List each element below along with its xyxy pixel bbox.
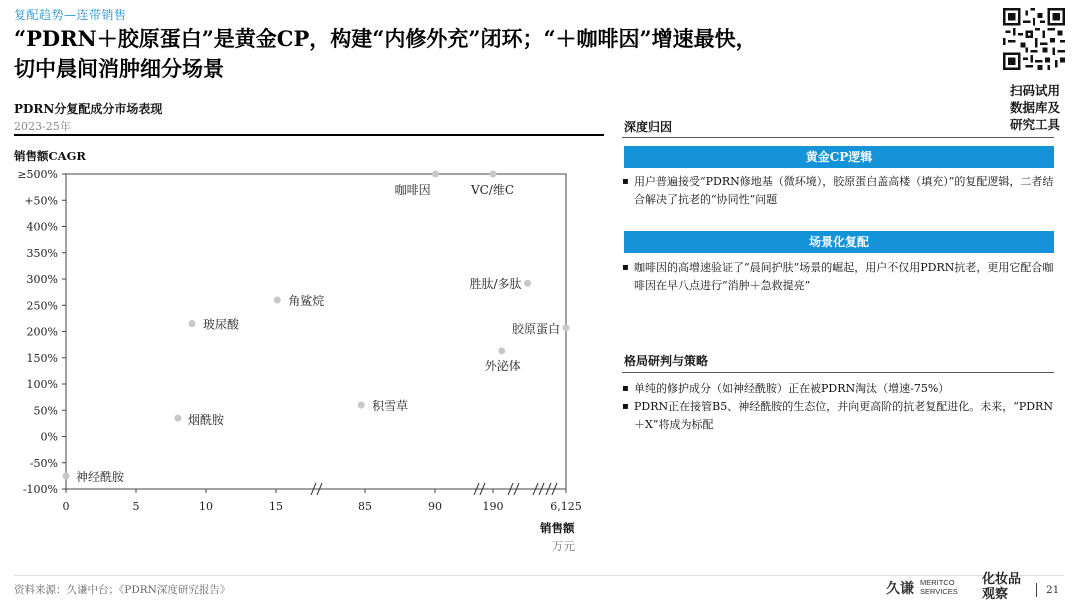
chart-title-rule: [14, 134, 604, 136]
y-tick-label: ≥500%: [17, 168, 58, 181]
page-title: [14, 24, 954, 84]
strategy-title: 格局研判与策略: [624, 354, 709, 368]
scenario-bullets: [622, 259, 1056, 295]
cosmetics-observer-logo: [982, 572, 1021, 602]
page-number-divider: [1036, 583, 1037, 597]
cosmetics-observer-logo-1: 化妆品: [982, 572, 1022, 587]
x-tick-label: 90: [428, 500, 442, 513]
point-label: 神经酰胺: [76, 469, 125, 484]
data-point: [563, 324, 570, 331]
x-tick-label: 15: [269, 500, 283, 513]
chart-title: PDRN分复配成分市场表现: [14, 102, 163, 116]
x-axis-label: 销售额: [540, 521, 575, 535]
list-item: ▪ 用户普遍接受“PDRN修地基（微环境），胶原蛋白盖高楼（填充）”的复配逻辑，二者结合解决了抗老的“协同性”问题: [622, 173, 1056, 209]
source-note: 资料来源：久谦中台；《PDRN深度研究报告》: [14, 584, 231, 596]
y-tick-label: 0%: [40, 430, 58, 444]
cosmetics-observer-logo-2: 观察: [982, 587, 1009, 602]
strategy-rule: [622, 372, 1054, 373]
list-item: ▪ 咖啡因的高增速验证了“晨间护肤”场景的崛起，用户不仅用PDRN抗老，更用它配合咖啡因在早八点进行“消肿＋急救提亮”: [622, 259, 1056, 295]
data-point: [490, 171, 497, 178]
meritco-logo-sub-1: MERITCO: [920, 578, 955, 587]
insights-rule: [622, 137, 1054, 138]
point-label: 玻尿酸: [203, 317, 240, 332]
data-point: [175, 415, 182, 422]
data-point: [358, 402, 365, 409]
insights-title: 深度归因: [624, 120, 673, 134]
point-label: 烟酰胺: [188, 413, 225, 428]
qr-caption-line-1: 扫码试用: [1009, 83, 1060, 98]
meritco-logo: 久谦: [886, 581, 914, 597]
point-label: VC/维C: [471, 183, 515, 197]
y-tick-label: 100%: [26, 378, 58, 391]
x-tick-label: 10: [199, 500, 213, 513]
data-point: [274, 297, 281, 304]
y-tick-label: +50%: [24, 194, 58, 208]
x-tick-label: 85: [358, 500, 372, 513]
chart-subtitle: 2023-25年: [14, 120, 71, 133]
plot-frame: [66, 174, 566, 489]
qr-caption-line-2: 数据库及: [1009, 100, 1060, 115]
golden-cp-bullets: [622, 173, 1056, 209]
scatter-chart: [0, 160, 600, 520]
breadcrumb: 复配趋势—连带销售: [14, 8, 127, 22]
data-point: [189, 320, 196, 327]
point-label: 胜肽/多肽: [469, 277, 522, 292]
list-item: ▪ 单纯的修护成分（如神经酰胺）正在被PDRN淘汰（增速-75%）: [622, 380, 1056, 398]
x-tick-label: 0: [62, 500, 70, 513]
y-tick-label: -50%: [29, 456, 58, 470]
list-item: ▪ PDRN正在接管B5、神经酰胺的生态位，并向更高阶的抗老复配进化。未来，“PDRN＋X”将成为标配: [622, 398, 1056, 434]
point-label: 咖啡因: [394, 183, 431, 197]
y-tick-label: 350%: [26, 246, 58, 260]
y-tick-label: -100%: [22, 483, 58, 496]
section-band-golden-cp: 黄金CP逻辑: [624, 146, 1054, 168]
page-title-line-2: 切中晨间消肿细分场景: [14, 56, 224, 81]
x-tick-label: 6,125: [550, 500, 582, 513]
data-point: [432, 171, 439, 178]
x-tick-label: 190: [482, 500, 504, 513]
point-label: 胶原蛋白: [511, 321, 560, 336]
meritco-logo-sub-2: SERVICES: [920, 587, 958, 596]
y-tick-label: 150%: [26, 351, 58, 365]
point-label: 角鲨烷: [288, 294, 325, 308]
y-tick-label: 50%: [33, 404, 58, 418]
qr-caption-line-3: 研究工具: [1009, 117, 1060, 132]
data-point: [498, 347, 505, 354]
point-label: 积雪草: [372, 399, 409, 413]
strategy-bullets: [622, 380, 1056, 434]
y-tick-label: 250%: [26, 299, 58, 313]
meritco-logo-sub: [920, 578, 958, 596]
x-axis-unit: 万元: [552, 539, 575, 553]
qr-code-icon[interactable]: [1003, 8, 1065, 70]
y-tick-label: 300%: [26, 273, 58, 286]
point-label: 外泌体: [484, 358, 521, 373]
y-axis-label: 销售额CAGR: [14, 149, 86, 163]
footer-divider: [14, 575, 1064, 576]
page-number: 21: [1046, 584, 1060, 596]
y-tick-label: 400%: [26, 220, 58, 234]
qr-caption: [1000, 82, 1070, 133]
y-tick-label: 200%: [26, 325, 58, 339]
section-band-scenario: 场景化复配: [624, 231, 1054, 253]
data-point: [63, 472, 70, 479]
page-title-line-1: “PDRN＋胶原蛋白”是黄金CP，构建“内修外充”闭环；“＋咖啡因”增速最快，: [14, 26, 757, 51]
data-point: [524, 280, 531, 287]
x-tick-label: 5: [132, 500, 140, 513]
